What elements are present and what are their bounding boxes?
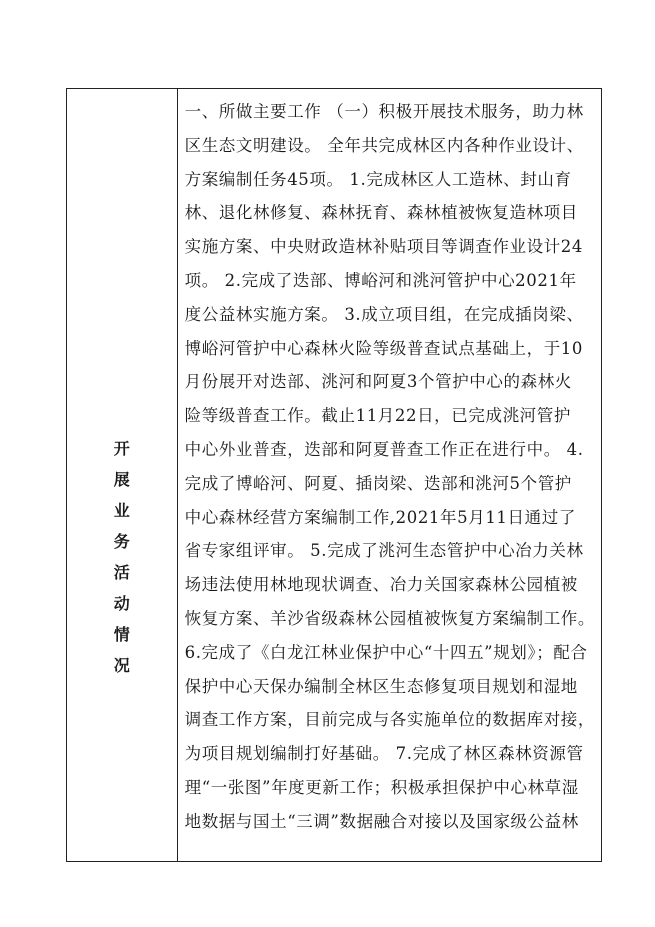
text-line: 月份展开对迭部、洮河和阿夏3个管护中心的森林火 <box>184 372 572 392</box>
text-line: 理“一张图”年度更新工作；积极承担保护中心林草湿 <box>184 777 579 797</box>
text-line: 中心外业普查，迭部和阿夏普查工作正在进行中。 4. <box>184 439 584 459</box>
text-line: 地数据与国土“三调”数据融合对接以及国家级公益林 <box>184 811 579 831</box>
text-line: 实施方案、中央财政造林补贴项目等调查作业设计24 <box>184 237 583 257</box>
text-line: 博峪河管护中心森林火险等级普查试点基础上，于10 <box>184 338 583 358</box>
label-cell <box>67 89 178 861</box>
text-line: 恢复方案、羊沙省级森林公园植被恢复方案编制工作。 <box>184 608 595 628</box>
text-line: 中心森林经营方案编制工作,2021年5月11日通过了 <box>184 507 576 527</box>
text-line: 险等级普查工作。截止11月22日，已完成洮河管护 <box>184 406 571 426</box>
label-char: 况 <box>113 656 130 675</box>
text-line: 度公益林实施方案。 3.成立项目组，在完成插岗梁、 <box>184 304 584 324</box>
text-line: 林、退化林修复、森林抚育、森林植被恢复造林项目 <box>184 203 578 223</box>
activity-table <box>66 88 602 862</box>
section-label <box>67 433 177 681</box>
text-line: 调查工作方案，目前完成与各实施单位的数据库对接， <box>184 710 595 730</box>
text-line: 为项目规划编制打好基础。 7.完成了林区森林资源管 <box>184 744 584 764</box>
text-line: 一、所做主要工作 （一）积极开展技术服务，助力林 <box>184 102 584 121</box>
label-char: 情 <box>113 625 130 644</box>
label-char: 展 <box>113 470 130 489</box>
text-line: 6.完成了《白龙江林业保护中心“十四五”规划》；配合 <box>184 642 588 662</box>
label-char: 动 <box>113 594 130 613</box>
label-char: 业 <box>113 501 130 520</box>
text-line: 场违法使用林地现状调查、冶力关国家森林公园植被 <box>184 575 578 595</box>
label-char: 务 <box>113 532 130 551</box>
label-char: 开 <box>113 439 130 458</box>
text-line: 方案编制任务45项。 1.完成林区人工造林、封山育 <box>184 169 572 189</box>
text-line: 省专家组评审。 5.完成了洮河生态管护中心冶力关林 <box>184 541 584 561</box>
label-char: 活 <box>113 563 130 582</box>
text-line: 区生态文明建设。 全年共完成林区内各种作业设计、 <box>184 135 584 155</box>
text-line: 保护中心天保办编制全林区生态修复项目规划和湿地 <box>184 676 578 696</box>
text-line: 项。 2.完成了迭部、博峪河和洮河管护中心2021年 <box>184 270 577 290</box>
content-cell <box>178 89 601 861</box>
text-line: 完成了博峪河、阿夏、插岗梁、迭部和洮河5个管护 <box>184 473 572 493</box>
